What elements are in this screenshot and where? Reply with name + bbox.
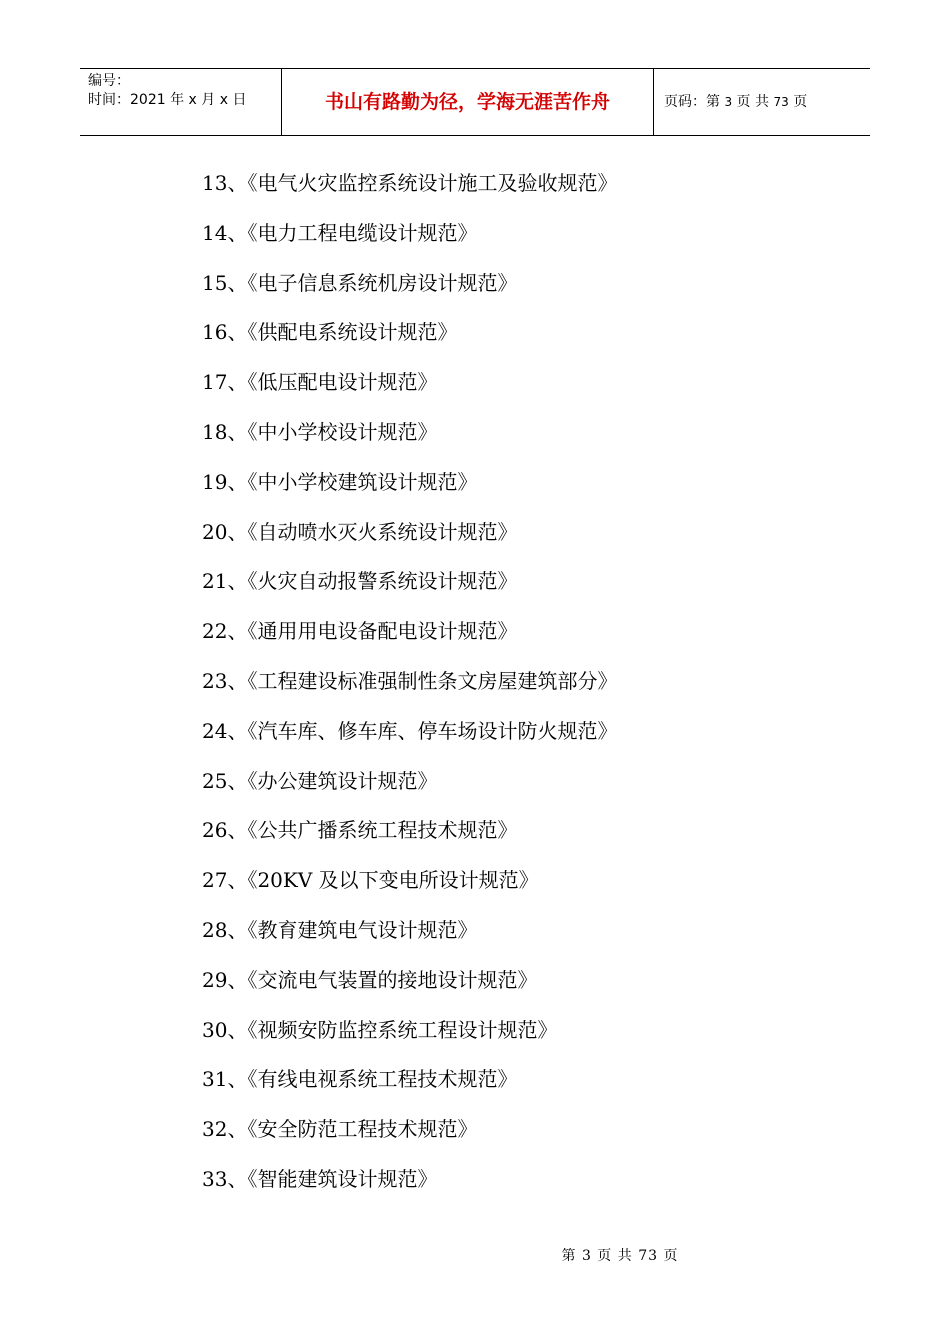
page-footer: 第 3 页 共 73 页 <box>561 1248 679 1264</box>
header-meta <box>80 69 282 135</box>
item-title: 《工程建设标准强制性条文房屋建筑部分》 <box>247 668 618 693</box>
item-number: 17、 <box>202 370 248 395</box>
item-title: 《火灾自动报警系统设计规范》 <box>247 569 518 594</box>
page-mid: 页 共 <box>736 94 769 110</box>
time-label: 时间： <box>88 92 130 108</box>
item-title: 《办公建筑设计规范》 <box>247 768 438 793</box>
item-title: 《汽车库、修车库、停车场设计防火规范》 <box>247 718 618 743</box>
item-title: 《供配电系统设计规范》 <box>247 320 458 345</box>
list-item <box>202 307 617 357</box>
time-value: 2021 年 x 月 x 日 <box>130 92 247 108</box>
item-title: 《视频安防监控系统工程设计规范》 <box>247 1017 558 1042</box>
item-number: 26、 <box>202 818 248 843</box>
item-title: 《自动喷水灭火系统设计规范》 <box>247 519 518 544</box>
item-number: 30、 <box>202 1017 248 1042</box>
header-page-info <box>654 69 870 135</box>
item-number: 32、 <box>202 1117 248 1142</box>
list-item <box>202 507 617 557</box>
item-title: 《电气火灾监控系统设计施工及验收规范》 <box>247 171 618 195</box>
list-item <box>202 556 617 606</box>
item-number: 13、 <box>202 171 248 195</box>
list-item <box>202 357 617 407</box>
list-item <box>202 457 617 507</box>
list-item <box>202 158 617 208</box>
item-number: 16、 <box>202 320 248 345</box>
list-item <box>202 955 617 1005</box>
list-item <box>202 258 617 308</box>
item-number: 19、 <box>202 469 248 494</box>
item-title: 《中小学校建筑设计规范》 <box>247 469 478 494</box>
item-number: 14、 <box>202 220 248 245</box>
item-title: 《教育建筑电气设计规范》 <box>247 917 478 942</box>
page-total: 73 <box>773 95 789 109</box>
item-title: 《有线电视系统工程技术规范》 <box>247 1067 518 1092</box>
item-number: 21、 <box>202 569 248 594</box>
list-item <box>202 606 617 656</box>
item-title: 《电力工程电缆设计规范》 <box>247 220 478 245</box>
list-item <box>202 706 617 756</box>
list-item <box>202 756 617 806</box>
list-item <box>202 905 617 955</box>
standards-list <box>202 158 617 1204</box>
item-title: 《低压配电设计规范》 <box>247 370 438 395</box>
item-number: 25、 <box>202 768 248 793</box>
item-number: 20、 <box>202 519 248 544</box>
list-item <box>202 1005 617 1055</box>
list-item <box>202 805 617 855</box>
page-suffix: 页 <box>793 94 808 110</box>
page-header <box>80 68 870 136</box>
item-number: 33、 <box>202 1166 248 1191</box>
list-item <box>202 1154 617 1204</box>
item-title: 《公共广播系统工程技术规范》 <box>247 818 518 843</box>
header-motto: 书山有路勤为径，学海无涯苦作舟 <box>282 69 654 135</box>
page-current: 3 <box>724 95 733 109</box>
list-item <box>202 407 617 457</box>
item-title: 《交流电气装置的接地设计规范》 <box>247 967 538 992</box>
list-item <box>202 855 617 905</box>
item-number: 15、 <box>202 270 248 295</box>
item-title: 《中小学校设计规范》 <box>247 419 438 444</box>
item-number: 29、 <box>202 967 248 992</box>
list-item <box>202 1104 617 1154</box>
item-number: 24、 <box>202 718 248 743</box>
list-item <box>202 208 617 258</box>
item-number: 23、 <box>202 668 248 693</box>
item-title: 《安全防范工程技术规范》 <box>247 1117 478 1142</box>
item-number: 28、 <box>202 917 248 942</box>
item-number: 18、 <box>202 419 248 444</box>
number-label: 编号： <box>88 73 130 89</box>
item-number: 27、 <box>202 868 248 893</box>
item-title: 《智能建筑设计规范》 <box>247 1166 438 1191</box>
item-number: 22、 <box>202 619 248 644</box>
list-item <box>202 656 617 706</box>
page-prefix: 页码：第 <box>664 94 720 110</box>
item-number: 31、 <box>202 1067 248 1092</box>
list-item <box>202 1054 617 1104</box>
item-title: 《20KV 及以下变电所设计规范》 <box>247 868 539 893</box>
item-title: 《电子信息系统机房设计规范》 <box>247 270 518 295</box>
item-title: 《通用用电设备配电设计规范》 <box>247 619 518 644</box>
